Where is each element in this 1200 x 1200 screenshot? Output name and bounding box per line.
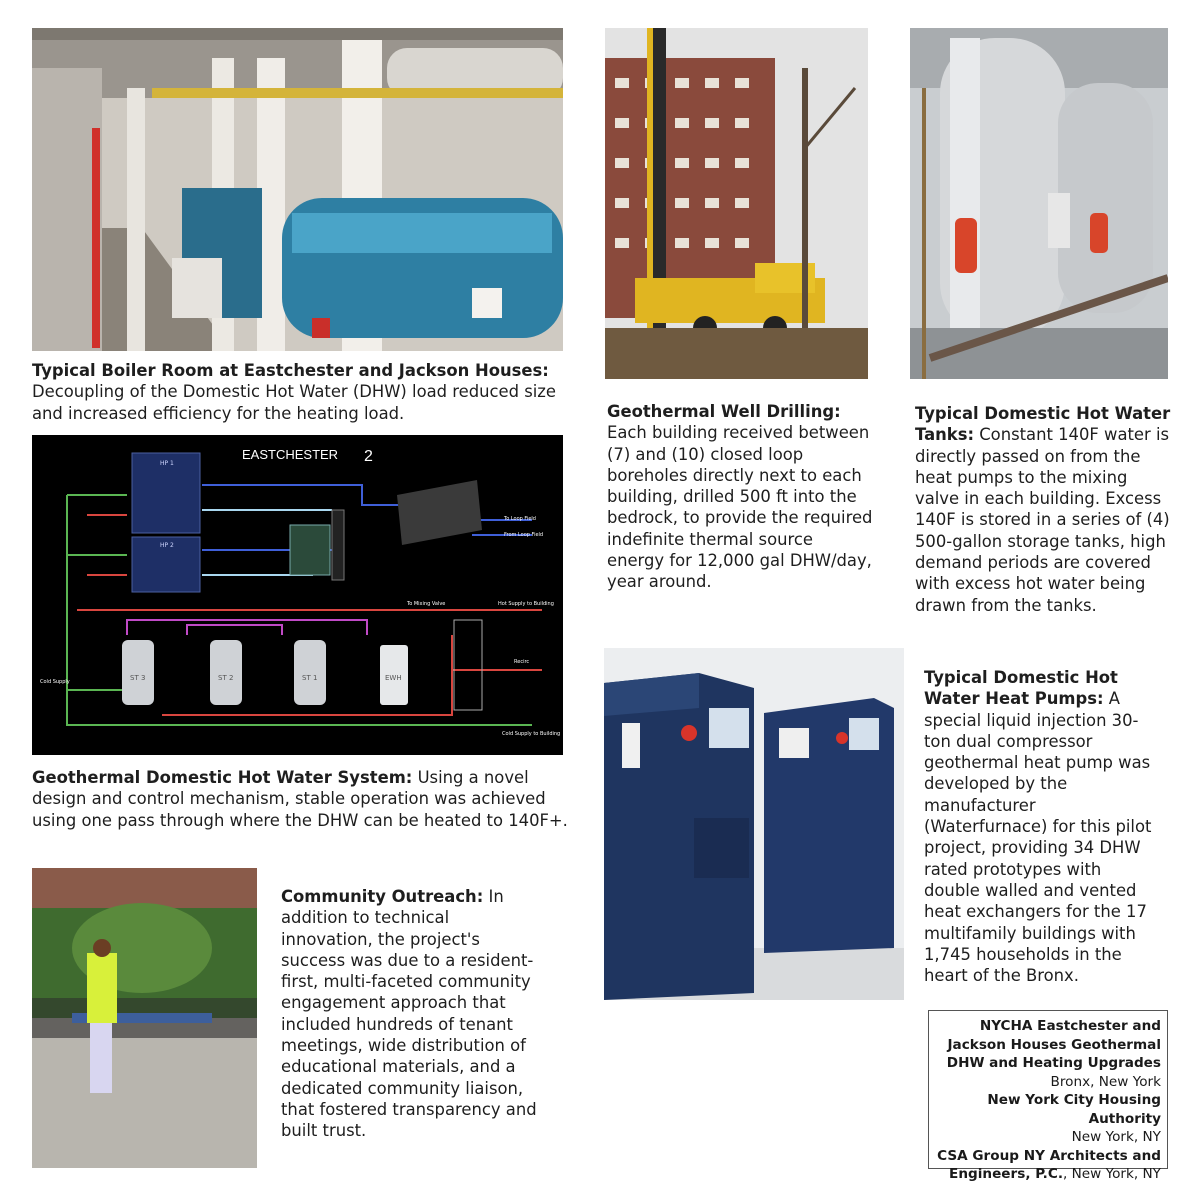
boiler-room-photo bbox=[32, 28, 563, 351]
geo-dhw-caption-heading: Geothermal Domestic Hot Water System: bbox=[32, 768, 413, 787]
drilling-caption-heading: Geothermal Well Drilling: bbox=[607, 402, 841, 421]
drilling-caption bbox=[607, 401, 875, 593]
community-outreach-photo bbox=[32, 868, 257, 1168]
hmi-title: EASTCHESTER bbox=[242, 447, 339, 462]
boiler-caption-body: Decoupling of the Domestic Hot Water (DHW) load reduced size and increased efficiency for the heating load. bbox=[32, 382, 556, 423]
firm-name: CSA Group NY Architects and Engineers, P.C. bbox=[937, 1147, 1161, 1182]
tanks-caption-heading: Typical Domestic Hot Water Tanks: bbox=[915, 404, 1171, 445]
hmi-hp1-label: HP 1 bbox=[160, 460, 174, 467]
hmi-tank-label: ST 3 bbox=[130, 674, 146, 682]
hmi-cold-supply: Cold Supply bbox=[40, 679, 70, 685]
hmi-to-mixing-valve: To Mixing Valve bbox=[407, 601, 446, 607]
hmi-cold-supply-bldg: Cold Supply to Building bbox=[502, 731, 561, 737]
hmi-recirc: Recirc bbox=[514, 659, 530, 665]
tanks-caption bbox=[915, 403, 1173, 616]
well-drilling-photo bbox=[605, 28, 868, 379]
outreach-caption-heading: Community Outreach: bbox=[281, 887, 484, 906]
boiler-caption-heading: Typical Boiler Room at Eastchester and Jackson Houses: bbox=[32, 361, 549, 380]
hmi-to-loop-field: To Loop Field bbox=[504, 516, 536, 522]
heatpumps-caption bbox=[924, 667, 1162, 986]
hmi-hot-supply: Hot Supply to Building bbox=[498, 601, 554, 607]
drilling-caption-body: Each building received between (7) and (10) closed loop boreholes directly next to each building, drilled 500 ft into the bedrock, to provide the required indefinite thermal source energy for 12,000 gal DHW/day, year around. bbox=[607, 423, 873, 592]
heat-pumps-photo bbox=[604, 648, 904, 1000]
firm-location: , New York, NY bbox=[1062, 1166, 1161, 1182]
hmi-schematic bbox=[32, 435, 563, 755]
heatpumps-caption-heading: Typical Domestic Hot Water Heat Pumps: bbox=[924, 668, 1118, 709]
geo-dhw-caption bbox=[32, 767, 572, 831]
tanks-caption-body: Constant 140F water is directly passed on from the heat pumps to the mixing valve in each building. Excess 140F is stored in a series of (4) 500-gallon storage tanks, high demand periods are covered with excess hot water being drawn from the tanks. bbox=[915, 425, 1170, 615]
geo-dhw-caption-body: Using a novel design and control mechanism, stable operation was achieved using one pass through where the DHW can be heated to 140F+. bbox=[32, 768, 568, 830]
hmi-tank-label: ST 1 bbox=[302, 674, 318, 682]
heatpumps-caption-body: A special liquid injection 30-ton dual compressor geothermal heat pump was developed by the manufacturer (Waterfurnace) for this pilot project, providing 34 DHW rated prototypes with double walled and vented heat exchangers for the 17 multifamily buildings with 1,745 households in the heart of the Bronx. bbox=[924, 689, 1152, 986]
client-name: New York City Housing Authority bbox=[987, 1092, 1161, 1127]
boiler-caption bbox=[32, 360, 572, 424]
hmi-hp2-label: HP 2 bbox=[160, 542, 174, 549]
hmi-from-loop-field: From Loop Field bbox=[504, 532, 544, 538]
outreach-caption bbox=[281, 886, 539, 1142]
project-location: Bronx, New York bbox=[1050, 1073, 1161, 1090]
project-credits-box bbox=[928, 1010, 1168, 1182]
project-name: NYCHA Eastchester and Jackson Houses Geothermal DHW and Heating Upgrades bbox=[946, 1018, 1161, 1071]
hmi-tank-label: ST 2 bbox=[218, 674, 234, 682]
client-location: New York, NY bbox=[1071, 1129, 1161, 1145]
outreach-caption-body: In addition to technical innovation, the project's success was due to a resident-first, multi-faceted community engagement approach that included hundreds of tenant meetings, wide distribution of educational materials, and a dedicated community liaison, that fostered transparency and built trust. bbox=[281, 887, 537, 1141]
hmi-number: 2 bbox=[364, 448, 373, 465]
dhw-tanks-photo bbox=[910, 28, 1168, 379]
hmi-ewh-label: EWH bbox=[385, 674, 402, 682]
